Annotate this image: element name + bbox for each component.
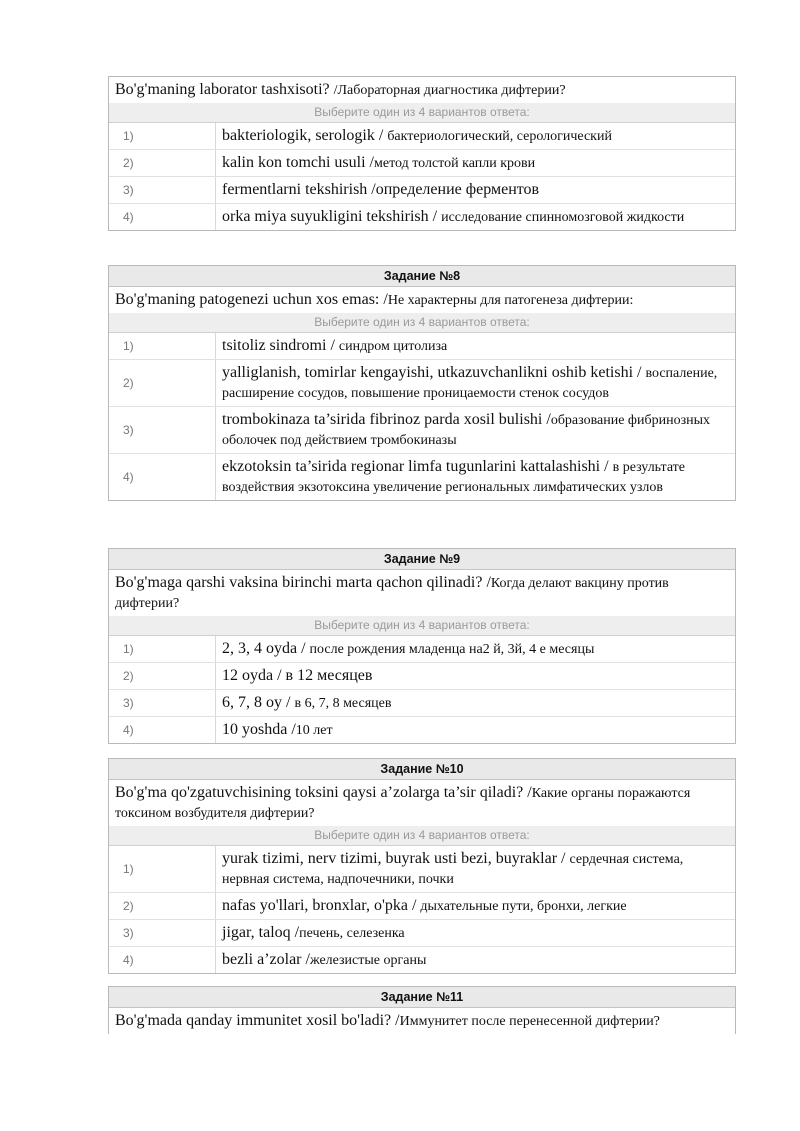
question [109, 77, 735, 103]
option-number: 2) [123, 156, 134, 170]
option-number: 3) [123, 926, 134, 940]
option-text: 10 yoshda /10 лет [222, 721, 333, 738]
task-block-10 [108, 758, 736, 974]
question [109, 780, 735, 826]
option-number: 4) [123, 723, 134, 737]
option-number: 2) [123, 899, 134, 913]
choose-label: Выберите один из 4 вариантов ответа: [109, 313, 735, 333]
answer-option[interactable] [109, 947, 735, 973]
option-number: 4) [123, 953, 134, 967]
option-number: 4) [123, 470, 134, 484]
option-number: 4) [123, 210, 134, 224]
answer-option[interactable] [109, 123, 735, 150]
option-text: 2, 3, 4 oyda / после рождения младенца на2 й, 3й, 4 е месяцы [222, 640, 595, 657]
question-uz: Bo'g'mada qanday immunitet xosil bo'ladi? / [115, 1012, 400, 1029]
answer-option[interactable] [109, 636, 735, 663]
option-number: 1) [123, 642, 134, 656]
option-text: yalliglanish, tomirlar kengayishi, utkazuvchanlikni oshib ketishi / воспаление, расширение сосудов, повышение проницаемости стенок сосудов [222, 364, 718, 401]
task-block-9 [108, 548, 736, 744]
option-number: 1) [123, 862, 134, 876]
option-text: nafas yo'llari, bronxlar, o'pka / дыхательные пути, бронхи, легкие [222, 897, 627, 914]
answer-option[interactable] [109, 920, 735, 947]
task-block-11 [108, 986, 736, 1034]
option-text: jigar, taloq /печень, селезенка [222, 924, 405, 941]
option-text: ekzotoksin ta’sirida regionar limfa tugunlarini kattalashishi / в результате воздействия экзотоксина увеличение региональных лимфатических узлов [222, 458, 686, 495]
question-ru: Когда делают вакцину против дифтерии? [115, 576, 669, 611]
question-uz: Bo'g'maga qarshi vaksina birinchi marta qachon qilinadi? / [115, 574, 491, 591]
question-ru: Иммунитет после перенесенной дифтерии? [399, 1014, 660, 1029]
answer-option[interactable] [109, 150, 735, 177]
option-text: 6, 7, 8 oy / в 6, 7, 8 месяцев [222, 694, 392, 711]
option-text: fermentlarni tekshirish /определение ферментов [222, 181, 540, 198]
question-ru: /Лабораторная диагностика дифтерии? [333, 83, 566, 98]
answer-option[interactable] [109, 717, 735, 743]
option-text: yurak tizimi, nerv tizimi, buyrak usti bezi, buyraklar / сердечная система, нервная система, надпочечники, почки [222, 850, 684, 887]
answer-option[interactable] [109, 663, 735, 690]
answer-option[interactable] [109, 177, 735, 204]
question-uz: Bo'g'ma qo'zgatuvchisining toksini qaysi a’zolarga ta’sir qiladi? / [115, 784, 532, 801]
option-text: 12 oyda / в 12 месяцев [222, 667, 373, 684]
option-text: bakteriologik, serologik / бактериологический, серологический [222, 127, 612, 144]
task-header: Задание №8 [109, 266, 735, 287]
answer-option[interactable] [109, 846, 735, 893]
question [109, 287, 735, 313]
answer-option[interactable] [109, 333, 735, 360]
answer-option[interactable] [109, 407, 735, 454]
question-ru: Не характерны для патогенеза дифтерии: [387, 293, 634, 308]
option-number: 1) [123, 339, 134, 353]
option-number: 3) [123, 696, 134, 710]
option-text: tsitoliz sindromi / синдром цитолиза [222, 337, 448, 354]
task-header: Задание №10 [109, 759, 735, 780]
answer-option[interactable] [109, 204, 735, 230]
task-block-8 [108, 265, 736, 501]
option-text: orka miya suyukligini tekshirish / исследование спинномозговой жидкости [222, 208, 685, 225]
option-number: 2) [123, 376, 134, 390]
choose-label: Выберите один из 4 вариантов ответа: [109, 826, 735, 846]
option-text: bezli a’zolar /железистые органы [222, 951, 427, 968]
choose-label: Выберите один из 4 вариантов ответа: [109, 616, 735, 636]
question-uz: Bo'g'maning laborator tashxisoti? [115, 81, 334, 98]
question-uz: Bo'g'maning patogenezi uchun xos emas: / [115, 291, 388, 308]
option-number: 3) [123, 423, 134, 437]
question [109, 1008, 735, 1034]
answer-option[interactable] [109, 360, 735, 407]
option-text: kalin kon tomchi usuli /метод толстой капли крови [222, 154, 536, 171]
answer-option[interactable] [109, 893, 735, 920]
choose-label: Выберите один из 4 вариантов ответа: [109, 103, 735, 123]
question [109, 570, 735, 616]
option-number: 2) [123, 669, 134, 683]
task-header: Задание №11 [109, 987, 735, 1008]
option-number: 3) [123, 183, 134, 197]
answer-option[interactable] [109, 690, 735, 717]
answer-option[interactable] [109, 454, 735, 500]
task-block-7 [108, 76, 736, 231]
task-header: Задание №9 [109, 549, 735, 570]
option-text: trombokinaza ta’sirida fibrinoz parda xosil bulishi /образование фибринозных оболочек под действием тромбокиназы [222, 411, 711, 448]
question-ru: Какие органы поражаются токсином возбудителя дифтерии? [115, 786, 691, 821]
option-number: 1) [123, 129, 134, 143]
